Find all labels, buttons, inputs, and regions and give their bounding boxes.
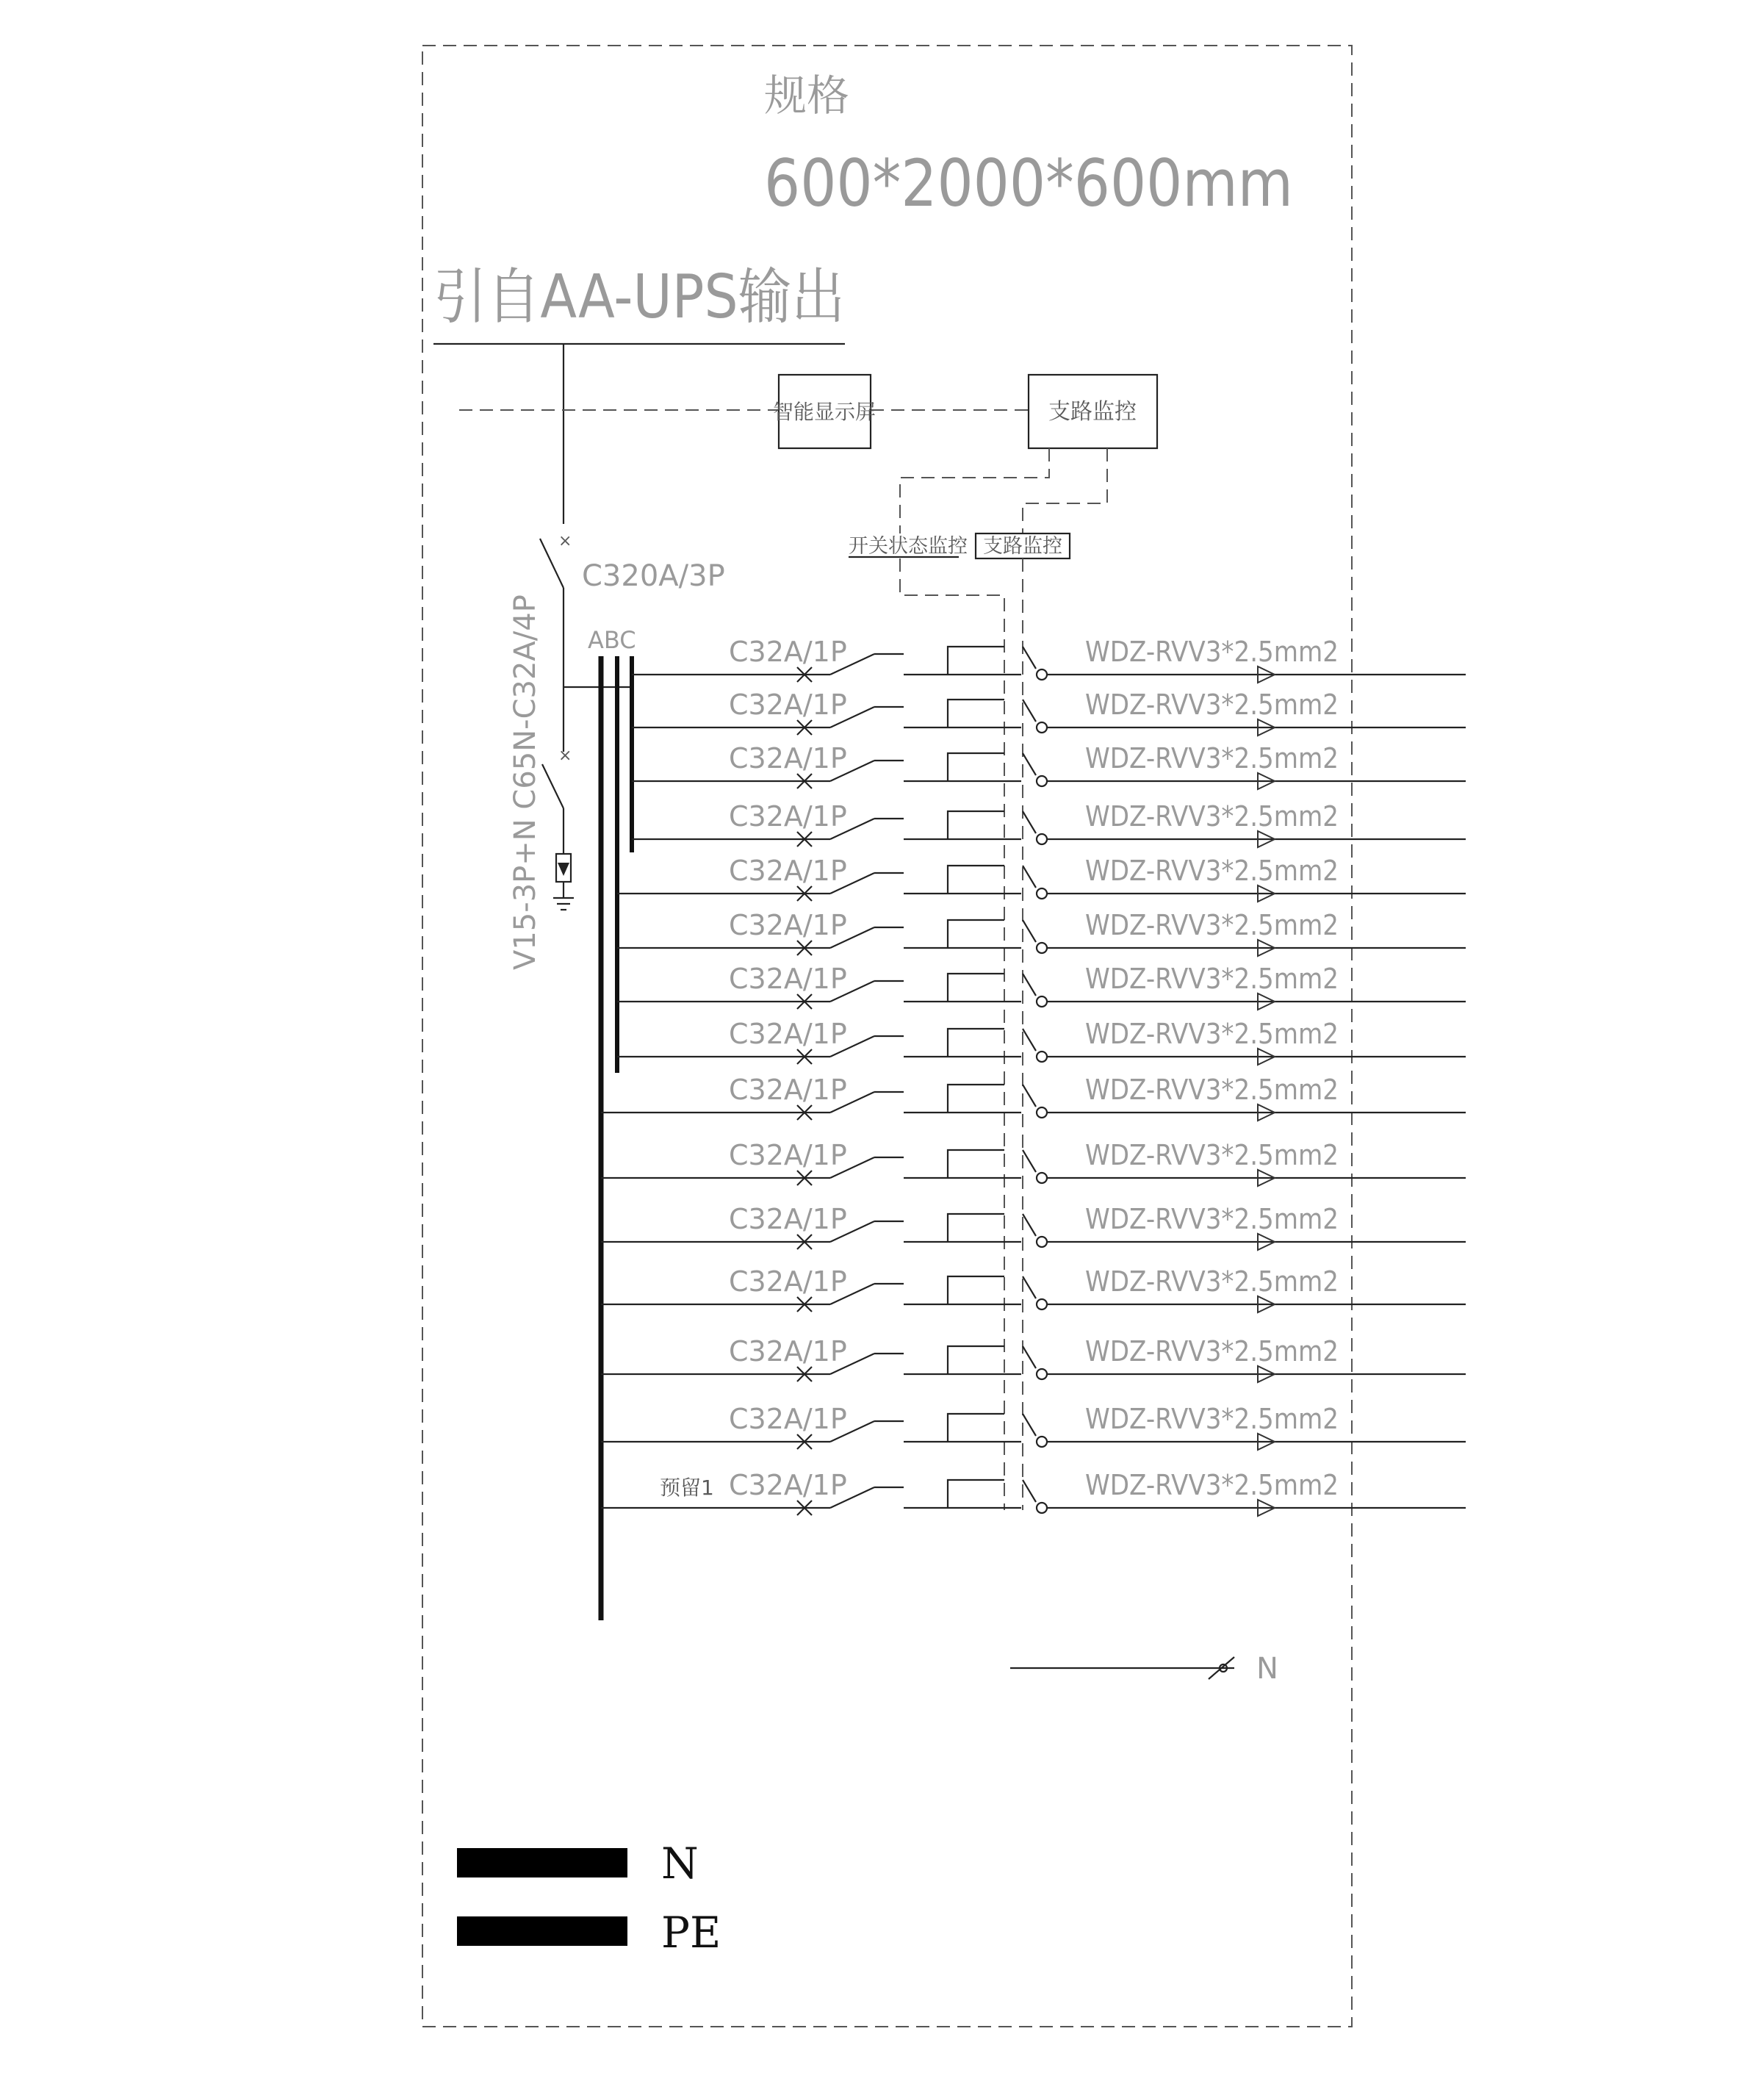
cable-label: WDZ-RVV3*2.5mm2 bbox=[1085, 1139, 1339, 1171]
switch-status-label: 开关状态监控 bbox=[849, 535, 968, 558]
breaker-label: C32A/1P bbox=[729, 1203, 847, 1235]
main-breaker-label: C320A/3P bbox=[582, 559, 725, 593]
circuit-row bbox=[601, 1074, 1466, 1121]
ct-sensor-icon bbox=[1037, 669, 1047, 680]
status-tap bbox=[948, 1480, 1004, 1508]
status-tap bbox=[948, 1150, 1004, 1178]
breaker-label: C32A/1P bbox=[729, 1074, 847, 1106]
breaker-label: C32A/1P bbox=[729, 1018, 847, 1050]
status-tap bbox=[948, 700, 1004, 727]
ct-lead bbox=[1023, 753, 1036, 775]
breaker-label: C32A/1P bbox=[729, 1335, 847, 1368]
cable-label: WDZ-RVV3*2.5mm2 bbox=[1085, 909, 1339, 941]
cable-label: WDZ-RVV3*2.5mm2 bbox=[1085, 1469, 1339, 1501]
circuit-row bbox=[601, 1403, 1466, 1450]
status-tap bbox=[948, 753, 1004, 781]
ct-lead bbox=[1023, 647, 1036, 669]
breaker-label: C32A/1P bbox=[729, 963, 847, 995]
breaker-label: C32A/1P bbox=[729, 1403, 847, 1435]
ct-lead bbox=[1023, 1029, 1036, 1051]
neutral-label: N bbox=[1256, 1652, 1278, 1686]
circuit-row bbox=[632, 689, 1466, 736]
circuit-row bbox=[617, 963, 1466, 1010]
switch-status-link bbox=[900, 448, 1049, 533]
ct-lead bbox=[1023, 866, 1036, 888]
status-tap bbox=[948, 974, 1004, 1002]
ct-lead bbox=[1023, 974, 1036, 996]
cable-label: WDZ-RVV3*2.5mm2 bbox=[1085, 742, 1339, 775]
cable-label: WDZ-RVV3*2.5mm2 bbox=[1085, 1203, 1339, 1235]
circuit-row bbox=[601, 1203, 1466, 1250]
branch-monitor-label: 支路监控 bbox=[1048, 399, 1137, 425]
circuits-group bbox=[601, 636, 1466, 1516]
cable-label: WDZ-RVV3*2.5mm2 bbox=[1085, 800, 1339, 833]
status-tap bbox=[948, 1029, 1004, 1057]
cable-label: WDZ-RVV3*2.5mm2 bbox=[1085, 1074, 1339, 1106]
status-tap bbox=[948, 920, 1004, 948]
breaker-label: C32A/1P bbox=[729, 689, 847, 721]
source-label: 引自AA-UPS输出 bbox=[433, 262, 845, 332]
ct-lead bbox=[1023, 1214, 1036, 1236]
breaker-label: C32A/1P bbox=[729, 855, 847, 887]
switch-status-bus bbox=[900, 558, 1004, 1510]
cable-label: WDZ-RVV3*2.5mm2 bbox=[1085, 689, 1339, 721]
circuit-row bbox=[617, 1018, 1466, 1065]
ct-sensor-icon bbox=[1037, 1503, 1047, 1513]
cable-label: WDZ-RVV3*2.5mm2 bbox=[1085, 1265, 1339, 1298]
ct-sensor-icon bbox=[1037, 776, 1047, 786]
ct-sensor-icon bbox=[1037, 996, 1047, 1007]
spd-arrow-icon bbox=[558, 863, 569, 876]
breaker-label: C32A/1P bbox=[729, 1265, 847, 1298]
ct-lead bbox=[1023, 920, 1036, 942]
ct-lead bbox=[1023, 1414, 1036, 1436]
status-tap bbox=[948, 1414, 1004, 1442]
ct-sensor-icon bbox=[1037, 1299, 1047, 1309]
status-tap bbox=[948, 866, 1004, 894]
ct-lead bbox=[1023, 700, 1036, 722]
spd-breaker-contact bbox=[542, 764, 564, 808]
cable-label: WDZ-RVV3*2.5mm2 bbox=[1085, 963, 1339, 995]
status-tap bbox=[948, 1214, 1004, 1242]
ct-lead bbox=[1023, 811, 1036, 833]
ct-sensor-icon bbox=[1037, 1107, 1047, 1118]
ct-lead bbox=[1023, 1346, 1036, 1368]
ct-sensor-icon bbox=[1037, 888, 1047, 899]
smart-display-label: 智能显示屏 bbox=[772, 400, 876, 424]
legend-n-label: N bbox=[661, 1839, 699, 1889]
cable-label: WDZ-RVV3*2.5mm2 bbox=[1085, 1403, 1339, 1435]
circuit-tag-label: 预留1 bbox=[660, 1476, 714, 1500]
breaker-label: C32A/1P bbox=[729, 636, 847, 668]
cable-label: WDZ-RVV3*2.5mm2 bbox=[1085, 855, 1339, 887]
legend-n-swatch bbox=[457, 1848, 627, 1877]
circuit-row bbox=[601, 1469, 1466, 1516]
ct-sensor-icon bbox=[1037, 1437, 1047, 1447]
circuit-row bbox=[617, 855, 1466, 902]
circuit-row bbox=[601, 1139, 1466, 1186]
breaker-label: C32A/1P bbox=[729, 742, 847, 775]
cable-label: WDZ-RVV3*2.5mm2 bbox=[1085, 1018, 1339, 1050]
branch-tag-label: 支路监控 bbox=[983, 535, 1062, 558]
ct-sensor-icon bbox=[1037, 722, 1047, 733]
ct-sensor-icon bbox=[1037, 1369, 1047, 1379]
ct-lead bbox=[1023, 1480, 1036, 1502]
status-tap bbox=[948, 1346, 1004, 1374]
spec-label: 规格 bbox=[764, 71, 850, 121]
cable-label: WDZ-RVV3*2.5mm2 bbox=[1085, 1335, 1339, 1368]
spd-breaker-cross-icon: × bbox=[558, 747, 572, 765]
status-tap bbox=[948, 1085, 1004, 1113]
ct-lead bbox=[1023, 1150, 1036, 1172]
breaker-label: C32A/1P bbox=[729, 1469, 847, 1501]
circuit-row bbox=[632, 742, 1466, 789]
spd-label: V15-3P+N C65N-C32A/4P bbox=[508, 594, 542, 970]
ct-sensor-icon bbox=[1037, 1173, 1047, 1183]
circuit-row bbox=[632, 800, 1466, 847]
main-breaker-cross-icon: × bbox=[558, 532, 572, 550]
legend-pe-label: PE bbox=[661, 1908, 721, 1958]
ct-lead bbox=[1023, 1085, 1036, 1107]
circuit-row bbox=[601, 1335, 1466, 1382]
status-tap bbox=[948, 811, 1004, 839]
ct-sensor-icon bbox=[1037, 834, 1047, 844]
cable-label: WDZ-RVV3*2.5mm2 bbox=[1085, 636, 1339, 668]
ct-sensor-icon bbox=[1037, 1052, 1047, 1062]
branch-tag-link bbox=[1023, 448, 1107, 533]
status-tap bbox=[948, 1276, 1004, 1304]
bus-phases-label: ABC bbox=[588, 626, 636, 654]
breaker-label: C32A/1P bbox=[729, 909, 847, 941]
circuit-row bbox=[617, 909, 1466, 956]
legend-pe-swatch bbox=[457, 1916, 627, 1946]
circuit-row bbox=[601, 1265, 1466, 1312]
breaker-label: C32A/1P bbox=[729, 800, 847, 833]
breaker-label: C32A/1P bbox=[729, 1139, 847, 1171]
ct-sensor-icon bbox=[1037, 943, 1047, 953]
spec-dimensions: 600*2000*600mm bbox=[764, 145, 1293, 221]
circuit-row bbox=[632, 636, 1466, 683]
ct-lead bbox=[1023, 1276, 1036, 1298]
status-tap bbox=[948, 647, 1004, 675]
ct-sensor-icon bbox=[1037, 1237, 1047, 1247]
